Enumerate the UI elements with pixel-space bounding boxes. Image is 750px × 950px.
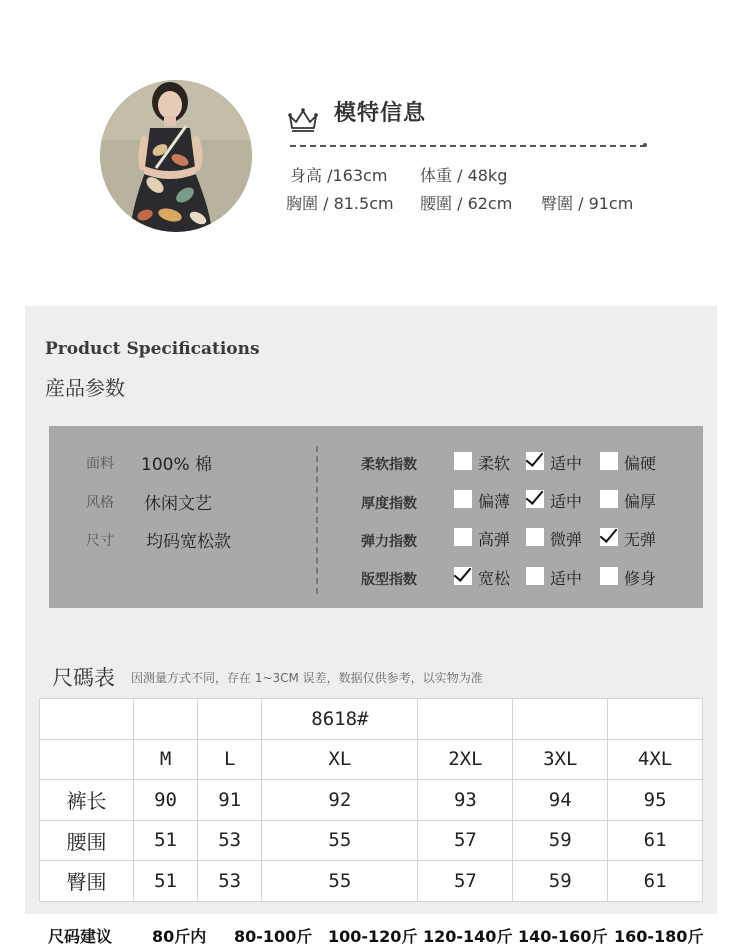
model-waist: 腰圍 / 62cm bbox=[420, 194, 513, 213]
specs-title-cn: 産品参数 bbox=[45, 376, 125, 400]
checkbox-no-stretch[interactable] bbox=[600, 528, 618, 546]
attr-value-fabric: 100% 棉 bbox=[141, 455, 213, 475]
row-label: 腰围 bbox=[40, 820, 134, 861]
table-header-row bbox=[40, 739, 703, 780]
checkbox-soft[interactable] bbox=[454, 452, 472, 470]
option-fit-medium: 适中 bbox=[550, 569, 583, 588]
table-cell: 57 bbox=[418, 861, 513, 902]
option-thick-medium: 适中 bbox=[550, 492, 583, 511]
row-label: 臀围 bbox=[40, 861, 134, 902]
model-height: 身高 /163cm bbox=[290, 166, 388, 185]
table-cell: 59 bbox=[513, 820, 608, 861]
option-soft: 柔软 bbox=[478, 454, 511, 473]
size-chart-table bbox=[39, 698, 703, 902]
size-header: 4XL bbox=[608, 739, 703, 780]
table-cell: 53 bbox=[198, 861, 262, 902]
option-high-stretch: 高弹 bbox=[478, 530, 511, 549]
table-cell: 51 bbox=[134, 820, 198, 861]
suggestion-range: 80斤内 bbox=[152, 927, 207, 946]
suggestion-range: 80-100斤 bbox=[234, 927, 313, 946]
checkbox-slim[interactable] bbox=[600, 567, 618, 585]
attr-value-style: 休闲文艺 bbox=[144, 494, 212, 514]
table-row bbox=[40, 780, 703, 821]
option-hard: 偏硬 bbox=[624, 454, 657, 473]
option-slim: 修身 bbox=[624, 569, 657, 588]
suggestion-range: 140-160斤 bbox=[518, 927, 608, 946]
suggestion-label: 尺码建议 bbox=[48, 927, 113, 946]
crown-icon bbox=[287, 106, 319, 134]
table-cell: 61 bbox=[608, 861, 703, 902]
table-cell: 59 bbox=[513, 861, 608, 902]
size-header: L bbox=[198, 739, 262, 780]
size-suggestion-bar bbox=[0, 916, 750, 950]
table-cell: 91 bbox=[198, 780, 262, 821]
attr-value-size: 均码宽松款 bbox=[146, 532, 231, 552]
model-info-title: 模特信息 bbox=[334, 101, 427, 126]
checkbox-high-stretch[interactable] bbox=[454, 528, 472, 546]
size-chart-note: 因测量方式不同，存在 1~3CM 误差，数据仅供参考，以实物为准 bbox=[131, 671, 483, 685]
index-label-fit: 版型指数 bbox=[361, 572, 417, 588]
size-header: M bbox=[134, 739, 198, 780]
table-cell: 93 bbox=[418, 780, 513, 821]
checkbox-loose[interactable] bbox=[454, 567, 472, 585]
model-weight: 体重 / 48kg bbox=[420, 166, 508, 185]
index-label-thickness: 厚度指数 bbox=[361, 496, 417, 512]
table-row bbox=[40, 699, 703, 740]
specs-title-en: Product Specifications bbox=[45, 339, 260, 359]
suggestion-range: 120-140斤 bbox=[423, 927, 513, 946]
table-cell: 92 bbox=[262, 780, 418, 821]
attr-label-size: 尺寸 bbox=[86, 533, 114, 549]
index-label-softness: 柔软指数 bbox=[361, 457, 417, 473]
model-bust: 胸圍 / 81.5cm bbox=[286, 194, 394, 213]
attr-label-style: 风格 bbox=[86, 495, 114, 511]
dashed-divider bbox=[290, 145, 646, 147]
size-chart-title: 尺碼表 bbox=[52, 666, 115, 690]
model-number: 8618# bbox=[262, 699, 418, 740]
option-slight-stretch: 微弹 bbox=[550, 530, 583, 549]
model-hip: 臀圍 / 91cm bbox=[541, 194, 634, 213]
option-thin: 偏薄 bbox=[478, 492, 511, 511]
size-header: 3XL bbox=[513, 739, 608, 780]
table-cell: 55 bbox=[262, 820, 418, 861]
option-loose: 宽松 bbox=[478, 569, 511, 588]
suggestion-range: 100-120斤 bbox=[328, 927, 418, 946]
table-cell: 90 bbox=[134, 780, 198, 821]
table-cell: 53 bbox=[198, 820, 262, 861]
checkbox-hard[interactable] bbox=[600, 452, 618, 470]
checkbox-fit-medium[interactable] bbox=[526, 567, 544, 585]
checkbox-soft-medium[interactable] bbox=[526, 452, 544, 470]
table-cell: 55 bbox=[262, 861, 418, 902]
table-cell: 94 bbox=[513, 780, 608, 821]
row-label: 裤长 bbox=[40, 780, 134, 821]
checkbox-thin[interactable] bbox=[454, 490, 472, 508]
index-label-elasticity: 弹力指数 bbox=[361, 534, 417, 550]
specs-box bbox=[49, 426, 703, 608]
table-row bbox=[40, 820, 703, 861]
checkbox-thick-medium[interactable] bbox=[526, 490, 544, 508]
option-soft-medium: 适中 bbox=[550, 454, 583, 473]
option-thick: 偏厚 bbox=[624, 492, 657, 511]
suggestion-range: 160-180斤 bbox=[614, 927, 704, 946]
model-info-section bbox=[0, 0, 750, 300]
table-cell: 61 bbox=[608, 820, 703, 861]
product-specs-panel bbox=[25, 306, 717, 914]
specs-dashed-divider bbox=[316, 446, 318, 594]
table-cell: 57 bbox=[418, 820, 513, 861]
table-cell: 95 bbox=[608, 780, 703, 821]
size-header: XL bbox=[262, 739, 418, 780]
option-no-stretch: 无弹 bbox=[624, 530, 657, 549]
divider-end-dot bbox=[643, 143, 647, 147]
attr-label-fabric: 面料 bbox=[86, 456, 114, 472]
model-photo bbox=[100, 80, 252, 232]
table-row bbox=[40, 861, 703, 902]
checkbox-thick[interactable] bbox=[600, 490, 618, 508]
table-cell: 51 bbox=[134, 861, 198, 902]
size-header: 2XL bbox=[418, 739, 513, 780]
checkbox-slight-stretch[interactable] bbox=[526, 528, 544, 546]
